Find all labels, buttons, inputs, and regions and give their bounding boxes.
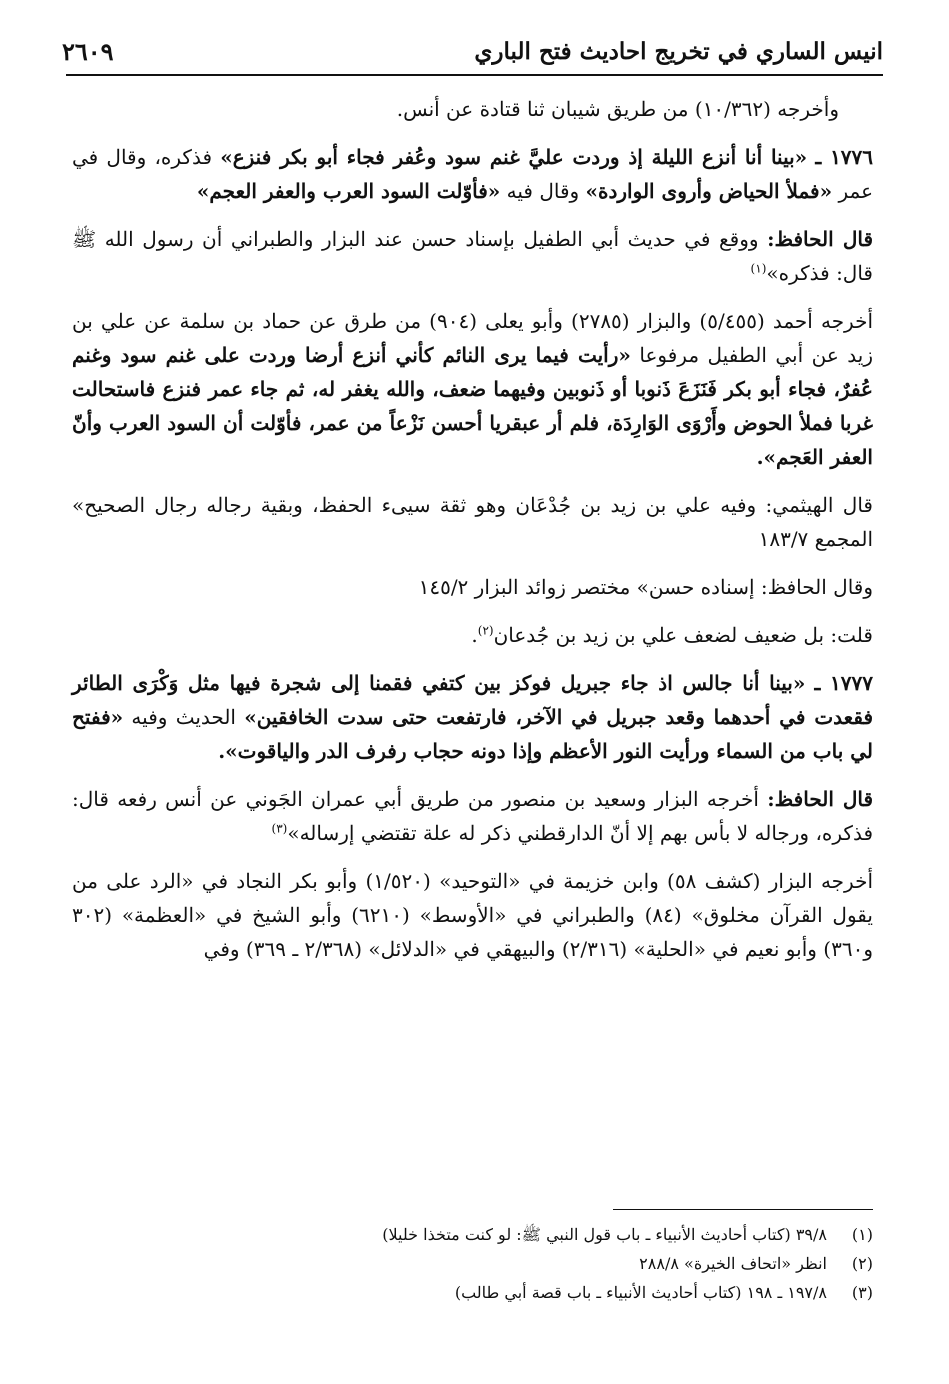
hadith-1776 <box>72 140 873 208</box>
footnote-number: (٢) <box>851 1254 873 1273</box>
hafiz-text: ووقع في حديث أبي الطفيل بإسناد حسن عند البزار والطبراني أن رسول الله ﷺ قال: فذكره» <box>72 227 873 285</box>
haythami-note <box>72 488 873 556</box>
footnote-number: (٣) <box>851 1283 873 1302</box>
footnote-ref: (٣) <box>271 821 288 836</box>
page-number: ٢٦٠٩ <box>62 36 114 66</box>
hadith-text: «بينا أنا أنزع الليلة إذ وردت عليَّ غنم سود وعُفر فجاء أبو بكر فنزع» <box>220 145 808 169</box>
hadith-commentary: الحديث وفيه <box>123 705 245 729</box>
footnote-rule <box>613 1209 873 1210</box>
footnote-text: ١٩٧/٨ ـ ١٩٨ (كتاب أحاديث الأنبياء ـ باب قصة أبي طالب) <box>454 1283 827 1302</box>
hadith-text: «فأوّلت السود العرب والعفر العجم» <box>196 179 501 203</box>
running-title: انيس الساري في تخريج احاديث فتح الباري <box>474 37 883 65</box>
footnote-item <box>72 1249 873 1278</box>
footnote-ref: (٢) <box>477 623 494 638</box>
hadith-number: ١٧٧٧ ـ <box>814 671 873 695</box>
hafiz-lead: قال الحافظ: <box>767 227 874 251</box>
hadith-text: «رأيت فيما يرى النائم كأني أنزع أرضا وردت على غنم سود وغنم عُفرٌ، فجاء أبو بكر فَنَزَعَ ذَنوبا أو ذَنوبين وفيهما ضعف، والله يغفر له، ثم جاء عمر فنزع فاستحالت غربا فملأ الحوض وأَرْوَى الوَارِدَة، فلم أر عبقريا أحسن نَزْعاً من عمر، فأوّلت أن السود العرب وأنّ العفر العَجم». <box>72 343 873 469</box>
footnote-text: انظر «اتحاف الخيرة» ٢٨٨/٨ <box>639 1254 827 1273</box>
footnote-ref: (١) <box>750 261 767 276</box>
hafiz-text: أخرجه البزار وسعيد بن منصور من طريق أبي عمران الجَوني عن أنس رفعه قال: فذكره، ورجاله لا بأس بهم إلا أنّ الدارقطني ذكر له علة تقتضي إرساله» <box>72 787 873 845</box>
hafiz-note-1 <box>72 222 873 290</box>
footnotes <box>72 1220 873 1307</box>
hadith-commentary: وقال فيه <box>500 179 586 203</box>
hadith-commentary: فذكره، وقال في عمر <box>72 145 873 203</box>
paragraph-text: قال الهيثمي: وفيه علي بن زيد بن جُدْعَان وهو ثقة سيىء الحفظ، وبقية رجاله رجال الصحيح» المجمع ١٨٣/٧ <box>72 493 873 551</box>
hadith-text: «فملأ الحياض وأروى الواردة» <box>585 179 833 203</box>
header-rule <box>66 74 883 76</box>
paragraph-text: وأخرجه (١٠/٣٦٢) من طريق شيبان ثنا قتادة عن أنس. <box>396 97 839 121</box>
paragraph-continuation <box>72 92 873 126</box>
footnote-item <box>72 1278 873 1307</box>
footnote-item <box>72 1220 873 1249</box>
hadith-number: ١٧٧٦ ـ <box>815 145 874 169</box>
hafiz-note-2 <box>72 570 873 604</box>
author-note: قلت: بل ضعيف لضعف علي بن زيد بن جُدعان$^{(٢)}$. <box>471 623 873 647</box>
footnote-text: ٣٩/٨ (كتاب أحاديث الأنبياء ـ باب قول النبي ﷺ: لو كنت متخذا خليلا) <box>382 1225 827 1244</box>
takhrij-paragraph-2 <box>72 864 873 966</box>
takhrij-text: أخرجه أحمد (٥/٤٥٥) والبزار (٢٧٨٥) وأبو يعلى (٩٠٤) من طرق عن حماد بن سلمة عن علي بن زيد عن أبي الطفيل مرفوعا <box>72 309 874 367</box>
running-header <box>62 28 883 74</box>
paragraph-text: أخرجه البزار (كشف ٥٨) وابن خزيمة في «التوحيد» (١/٥٢٠) وأبو بكر النجاد في «الرد على من يقول القرآن مخلوق» (٨٤) والطبراني في «الأوسط» (٦٢١٠) وأبو الشيخ في «العظمة» (٣٠٢ و٣٦٠) وأبو نعيم في «الحلية» (٢/٣١٦) والبيهقي في «الدلائل» (٢/٣٦٨ ـ ٣٦٩) وفي <box>72 869 874 961</box>
hafiz-note-3 <box>72 782 873 850</box>
hafiz-lead: قال الحافظ: <box>767 787 874 811</box>
hadith-text: «ففتح لي باب من السماء ورأيت النور الأعظم وإذا دونه حجاب رفرف الدر والياقوت». <box>72 705 873 763</box>
hadith-1777 <box>72 666 873 768</box>
takhrij-paragraph-1 <box>72 304 873 474</box>
paragraph-text: قلت: بل ضعيف لضعف علي بن زيد بن جُدعان <box>493 623 873 647</box>
paragraph-text: وقال الحافظ: إسناده حسن» مختصر زوائد البزار ١٤٥/٢ <box>418 575 873 599</box>
main-text <box>72 92 873 980</box>
footnote-number: (١) <box>851 1225 873 1244</box>
hadith-text: «بينا أنا جالس اذ جاء جبريل فوكز بين كتفي فقمنا إلى شجرة فيها مثل وَكْرَى الطائر فقعدت في أحدهما وقعد جبريل في الآخر، فارتفعت حتى سدت الخافقين» <box>72 671 874 729</box>
